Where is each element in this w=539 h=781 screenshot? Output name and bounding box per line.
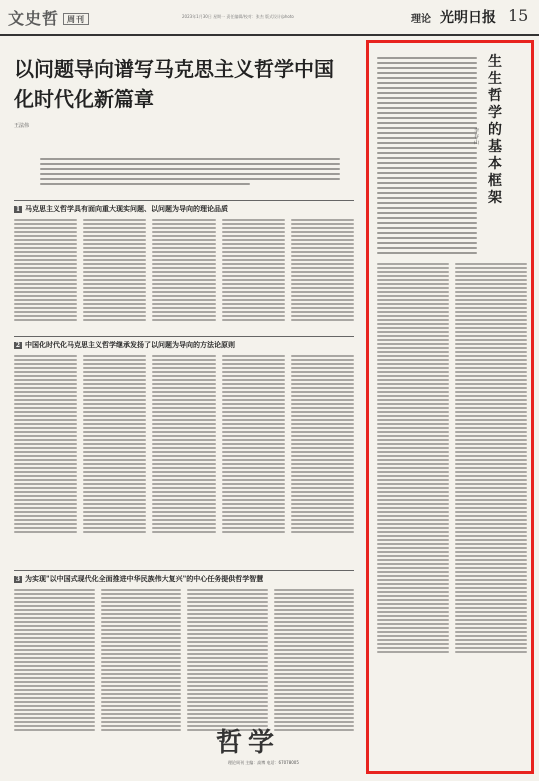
section-label: 理论	[411, 14, 431, 25]
section-2	[14, 336, 354, 535]
section-heading: 2 中国化时代化马克思主义哲学继承发扬了以问题为导向的方法论原则	[15, 340, 235, 349]
section-3	[14, 570, 354, 733]
side-article-body-bottom	[377, 263, 527, 655]
section-1	[14, 200, 354, 323]
section-heading: 3 为实现"以中国式现代化全面推进中华民族伟大复兴"的中心任务提供哲学智慧	[15, 574, 264, 583]
issue-meta: 2023年1月30日 星期一 责任编辑/校对：张杰 版式设计/photo	[182, 14, 294, 19]
article-intro	[40, 158, 340, 188]
side-article-author: 李存山	[474, 128, 480, 146]
supplement-brand	[8, 6, 89, 29]
editor-line: 理论周刊 主编：高博 电话：67078005	[228, 760, 299, 765]
highlighted-side-article[interactable]	[366, 40, 534, 774]
article-title: 以问题导向谱写马克思主义哲学中国化时代化新篇章	[14, 57, 334, 111]
section-body	[14, 589, 354, 733]
section-body	[14, 219, 354, 323]
article-author: 王法伟	[14, 123, 30, 129]
side-article-body-top	[377, 57, 477, 257]
brand-name: 文史哲	[8, 9, 60, 28]
column-label: 哲学	[216, 728, 281, 758]
newspaper-name: 光明日报	[440, 10, 496, 26]
page-number: 15	[508, 6, 529, 25]
brand-sub: 周刊	[63, 13, 89, 25]
section-body	[14, 355, 354, 535]
side-article-title: 生生哲学的基本框架	[488, 54, 502, 206]
section-heading: 1 马克思主义哲学具有面向重大现实问题、以问题为导向的理论品质	[15, 204, 228, 213]
